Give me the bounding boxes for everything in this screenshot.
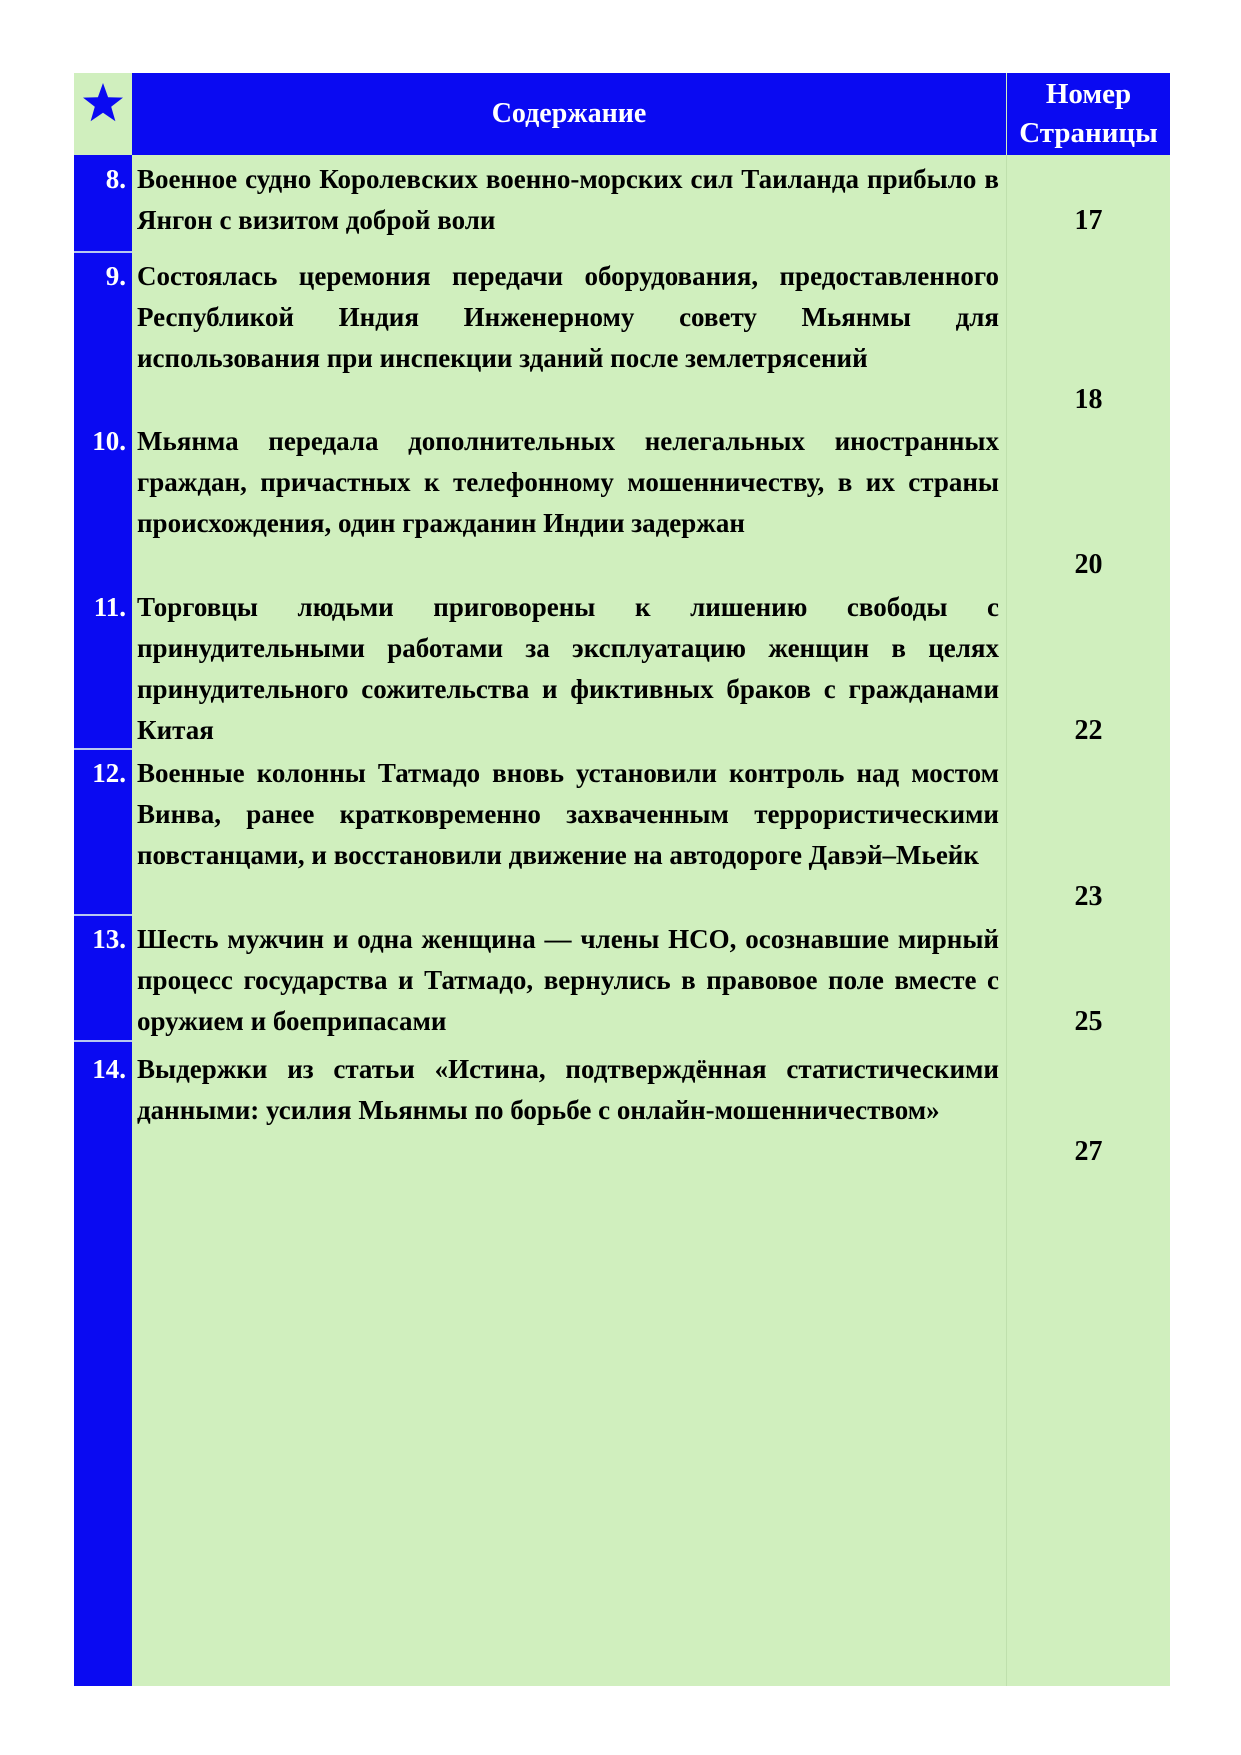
entry-number: 10. — [92, 426, 126, 456]
row-separator — [74, 914, 132, 916]
entry-title[interactable]: Выдержки из статьи «Истина, подтверждённая статистическими данными: усилия Мьянмы по борьбе с онлайн-мошенничеством» — [137, 1054, 999, 1125]
entry-title[interactable]: Состоялась церемония передачи оборудования, предоставленного Республикой Индия Инженерному совету Мьянмы для использования при инспекции зданий после землетрясений — [137, 261, 999, 373]
entry-page-number: 25 — [1074, 1006, 1103, 1037]
row-separator — [74, 748, 132, 750]
star-icon — [81, 81, 125, 125]
entry-number: 11. — [93, 592, 126, 622]
star-cell — [74, 73, 132, 155]
header-page-label-line1: Номер — [1045, 78, 1132, 110]
entry-number: 13. — [92, 924, 126, 954]
header-title: Содержание — [491, 98, 647, 129]
row-separator — [74, 1040, 132, 1042]
header-page-label-line2: Страницы — [1019, 117, 1158, 149]
entry-title[interactable]: Торговцы людьми приговорены к лишению свободы с принудительными работами за эксплуатацию женщин в целях принудительного сожительства и фиктивных браков с гражданами Китая — [137, 592, 999, 745]
table-header — [74, 73, 1170, 155]
entry-number: 8. — [105, 164, 126, 194]
entry-number: 14. — [92, 1054, 126, 1084]
entry-page-number: 27 — [1074, 1136, 1103, 1167]
entry-title[interactable]: Шесть мужчин и одна женщина — члены НСО, осознавшие мирный процесс государства и Татмадо, вернулись в правовое поле вместе с оружием и боеприпасами — [137, 924, 999, 1036]
entry-page-number: 20 — [1074, 549, 1103, 580]
entry-title[interactable]: Военное судно Королевских военно-морских сил Таиланда прибыло в Янгон с визитом доброй воли — [137, 164, 999, 235]
row-separator — [74, 251, 132, 253]
entry-page-number: 22 — [1074, 715, 1103, 746]
entry-title[interactable]: Военные колонны Татмадо вновь установили контроль над мостом Винва, ранее кратковременно захваченным террористическими повстанцами, и восстановили движение на автодороге Давэй–Мьейк — [137, 758, 999, 870]
entry-page-number: 23 — [1074, 881, 1103, 912]
entry-number: 9. — [105, 261, 126, 291]
entry-title[interactable]: Мьянма передала дополнительных нелегальных иностранных граждан, причастных к телефонному мошенничеству, в их страны происхождения, один гражданин Индии задержан — [137, 426, 999, 538]
entry-page-number: 18 — [1074, 384, 1103, 415]
header-title-cell — [132, 73, 1006, 155]
entry-number: 12. — [92, 758, 126, 788]
table-of-contents — [74, 73, 1170, 1686]
header-page-cell — [1007, 73, 1170, 155]
entry-page-number: 17 — [1074, 205, 1103, 236]
